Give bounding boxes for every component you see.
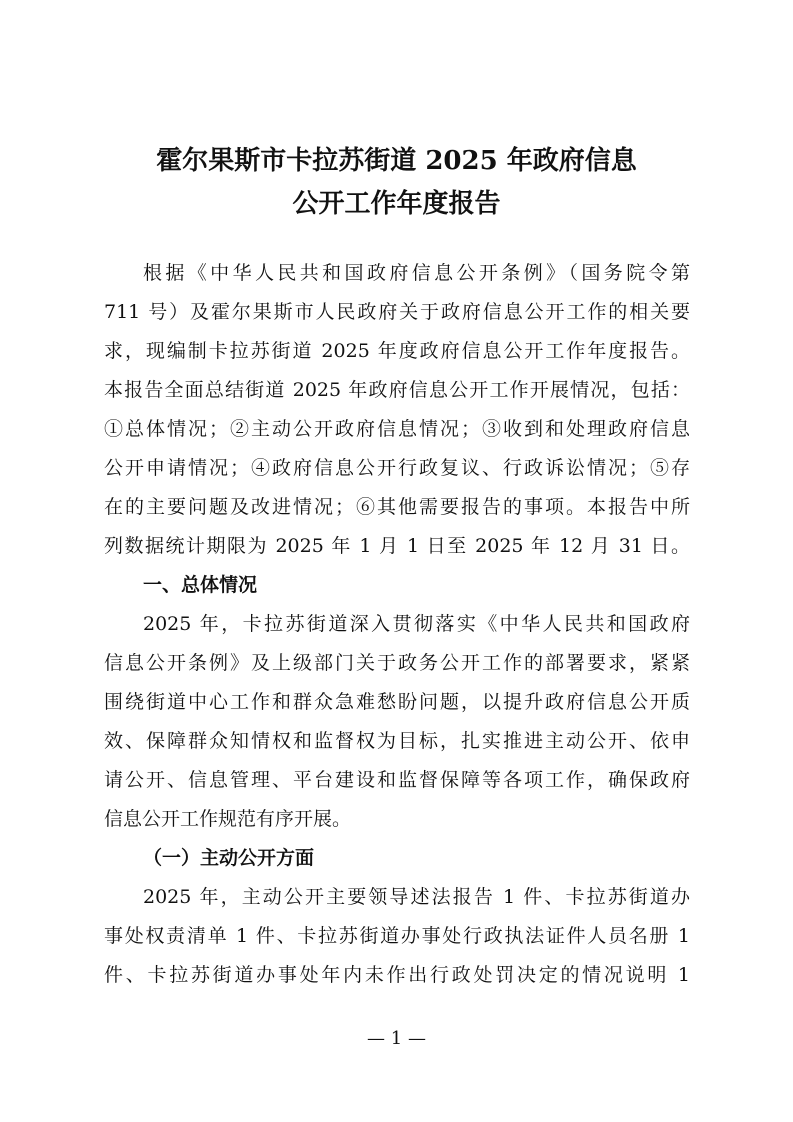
subsection-heading-active-disclosure: （一）主动公开方面 <box>143 847 315 869</box>
intro-line-5: ①总体情况；②主动公开政府信息情况；③收到和处理政府信息 <box>104 418 690 440</box>
intro-line-6: 公开申请情况；④政府信息公开行政复议、行政诉讼情况；⑤存 <box>104 457 690 479</box>
title-line-1: 霍尔果斯市卡拉苏街道 2025 年政府信息 <box>156 146 637 176</box>
overview-line-1: 2025 年，卡拉苏街道深入贯彻落实《中华人民共和国政府 <box>143 613 690 635</box>
section-heading-overview: 一、总体情况 <box>143 574 258 596</box>
page-number: — 1 — <box>367 1028 426 1049</box>
intro-line-4: 本报告全面总结街道 2025 年政府信息公开工作开展情况，包括： <box>104 379 690 401</box>
overview-line-6: 信息公开工作规范有序开展。 <box>104 808 352 830</box>
active-line-2: 事处权责清单 1 件、卡拉苏街道办事处行政执法证件人员名册 1 <box>104 925 690 947</box>
active-line-1: 2025 年，主动公开主要领导述法报告 1 件、卡拉苏街道办 <box>143 886 690 908</box>
intro-line-8: 列数据统计期限为 2025 年 1 月 1 日至 2025 年 12 月 31 日。 <box>104 535 690 557</box>
active-line-3: 件、卡拉苏街道办事处年内未作出行政处罚决定的情况说明 1 <box>104 964 690 986</box>
intro-line-2: 711 号）及霍尔果斯市人民政府关于政府信息公开工作的相关要 <box>104 301 690 323</box>
intro-line-3: 求，现编制卡拉苏街道 2025 年度政府信息公开工作年度报告。 <box>104 340 690 362</box>
overview-line-5: 请公开、信息管理、平台建设和监督保障等各项工作，确保政府 <box>104 769 690 791</box>
title-line-2: 公开工作年度报告 <box>292 189 501 219</box>
overview-line-4: 效、保障群众知情权和监督权为目标，扎实推进主动公开、依申 <box>104 730 690 752</box>
overview-line-2: 信息公开条例》及上级部门关于政务公开工作的部署要求，紧紧 <box>104 652 690 674</box>
overview-line-3: 围绕街道中心工作和群众急难愁盼问题，以提升政府信息公开质 <box>104 691 690 713</box>
intro-line-7: 在的主要问题及改进情况；⑥其他需要报告的事项。本报告中所 <box>104 496 690 518</box>
intro-line-1: 根据《中华人民共和国政府信息公开条例》（国务院令第 <box>143 262 690 284</box>
